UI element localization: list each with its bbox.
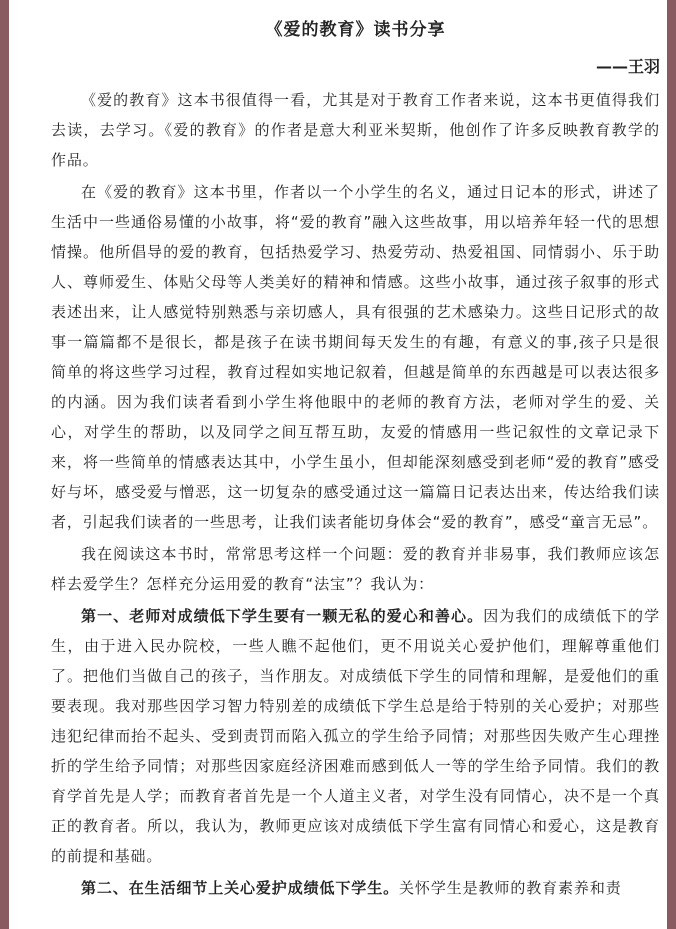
paragraph-text: 《爱的教育》这本书很值得一看，尤其是对于教育工作者来说，这本书更值得我们去读，去学习。《爱的教育》的作者是意大利亚米契斯，他创作了许多反映教育教学的作品。 [51,91,660,169]
article [51,10,660,903]
paragraph-lead: 第二、在生活细节上关心爱护成绩低下学生。 [81,879,400,897]
paragraph-text: 关怀学生是教师的教育素养和责 [399,879,622,897]
article-author: ——王羽 [595,57,660,76]
article-body [51,85,660,903]
paragraph-lead: 第一、老师对成绩低下学生要有一颗无私的爱心和善心。 [81,607,484,625]
article-title: 《爱的教育》读书分享 [265,20,446,40]
paragraph-summary [51,177,660,537]
paragraph-question [51,539,660,599]
paragraph-text: 因为我们的成绩低下的学生，由于进入民办院校，一些人瞧不起他们，更不用说关心爱护他们，理解尊重他们了。把他们当做自己的孩子，当作朋友。对成绩低下学生的同情和理解，是爱他们的重要表现。我对那些因学习智力特别差的成绩低下学生总是给于特别的关心爱护；对那些违犯纪律而抬不起头、受到责罚而陷入孤立的学生给予同情；对那些因失败产生心理挫折的学生给予同情；对那些因家庭经济困难而感到低人一等的学生给予同情。我们的教育学首先是人学；而教育者首先是一个人道主义者，对学生没有同情心，决不是一个真正的教育者。所以，我认为，教师更应该对成绩低下学生富有同情心和爱心，这是教育的前提和基础。 [51,607,660,865]
document-page [9,0,667,929]
paragraph-text: 我在阅读这本书时，常常思考这样一个问题：爱的教育并非易事，我们教师应该怎样去爱学生？怎样充分运用爱的教育“法宝”？我认为： [51,545,660,593]
left-page-border [0,0,9,929]
paragraph-point-one [51,601,660,871]
paragraph-text: 在《爱的教育》这本书里，作者以一个小学生的名义，通过日记本的形式，讲述了生活中一些通俗易懂的小故事，将“爱的教育”融入这些故事，用以培养年轻一代的思想情操。他所倡导的爱的教育，包括热爱学习、热爱劳动、热爱祖国、同情弱小、乐于助人、尊师爱生、体贴父母等人类美好的精神和情感。这些小故事，通过孩子叙事的形式表述出来，让人感觉特别熟悉与亲切感人，具有很强的艺术感染力。这些日记形式的故事一篇篇都不是很长，都是孩子在读书期间每天发生的有趣，有意义的事,孩子只是很简单的将这些学习过程，教育过程如实地记叙着，但越是简单的东西越是可以表达很多的内涵。因为我们读者看到小学生将他眼中的老师的教育方法，老师对学生的爱、关心，对学生的帮助，以及同学之间互帮互助，友爱的情感用一些记叙性的文章记录下来，将一些简单的情感表达其中，小学生虽小，但却能深刻感受到老师“爱的教育”感受好与坏，感受爱与憎恶，这一切复杂的感受通过这一篇篇日记表达出来，传达给我们读者，引起我们读者的一些思考，让我们读者能切身体会“爱的教育”，感受“童言无忌”。 [51,183,660,531]
right-page-border [667,0,676,929]
paragraph-point-two [51,873,660,903]
paragraph-intro [51,85,660,175]
